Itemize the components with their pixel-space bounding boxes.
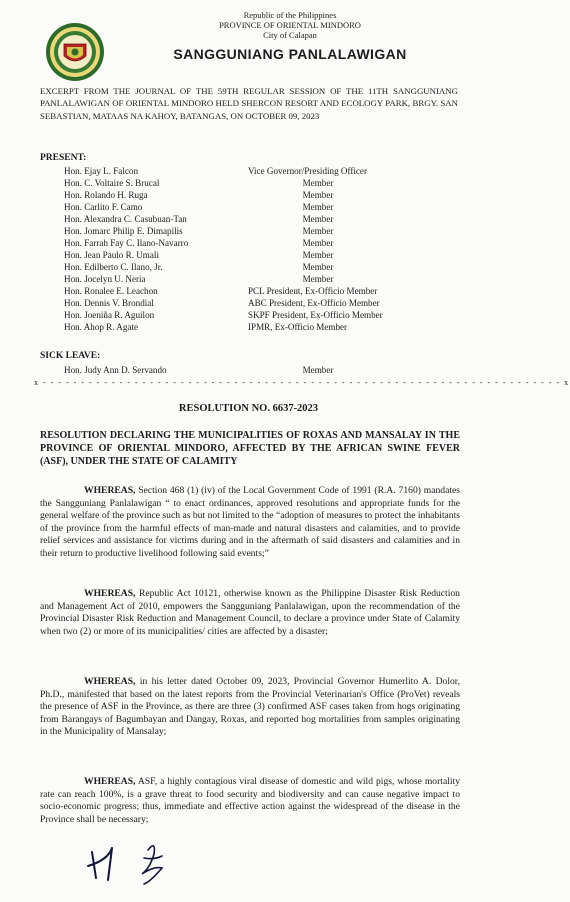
member-role: Member [302, 226, 334, 236]
member-role: Member [302, 274, 334, 284]
present-label: PRESENT: [40, 153, 87, 163]
member-row [0, 165, 497, 177]
whereas-label: WHEREAS, [84, 485, 136, 496]
handwritten-signature [78, 838, 188, 888]
member-name: Hon. Judy Ann D. Servando [64, 365, 167, 375]
separator-line: x - - - - - - - - - - - - - - - - - - - - - - - - - - - - - - - - - - - - - - - - - - - - - - - - - - - - - - - - - - - - - - - - - - - - x [34, 378, 570, 387]
member-row [0, 237, 497, 249]
member-role: Member [302, 214, 334, 224]
member-role: Member [302, 250, 334, 260]
member-role: Member [302, 178, 334, 188]
whereas-label: WHEREAS, [84, 676, 136, 687]
header-city: City of Calapan [263, 30, 317, 40]
member-row [0, 189, 497, 201]
member-row [0, 261, 497, 273]
member-role: PCL President, Ex-Officio Member [248, 286, 378, 296]
whereas-paragraph-2 [40, 588, 460, 638]
resolution-number: RESOLUTION NO. 6637-2023 [178, 403, 319, 414]
member-name: Hon. Ejay L. Falcon [64, 166, 138, 176]
member-role: SKPF President, Ex-Officio Member [248, 310, 383, 320]
sick-leave-label: SICK LEAVE: [40, 351, 101, 361]
header-province: PROVINCE OF ORIENTAL MINDORO [219, 20, 361, 30]
member-name: Hon. Jomarc Philip E. Dimapilis [64, 226, 183, 236]
paragraph-text: in his letter dated October 09, 2023, Provincial Governor Humerlito A. Dolor, Ph.D., manifested that based on the latest reports from the Provincial Veterinarian's Office (ProVet) reveals the presence of ASF in the Province, as there are three (3) confirmed ASF cases taken from hogs originating from Barangays of Bagumbayan and Dangay, Roxas, and reported hog mortalities from samples originating in the Municipality of Mansalay; [40, 676, 460, 738]
member-name: Hon. Dennis V. Brondial [64, 298, 154, 308]
provincial-seal-icon [45, 22, 105, 82]
member-name: Hon. Joeniña R. Aguilon [64, 310, 155, 320]
journal-excerpt: EXCERPT FROM THE JOURNAL OF THE 59TH REGULAR SESSION OF THE 11TH SANGGUNIANG PANLALAWIGAN OF ORIENTAL MINDORO HELD SHERCON RESORT AND ECOLOGY PARK, BRGY. SAN SEBASTIAN, MATAAS NA KAHOY, BATANGAS, ON OCTOBER 09, 2023 [40, 86, 458, 121]
member-name: Hon. Carlito F. Camo [64, 202, 143, 212]
member-name: Hon. Jean Paulo R. Umali [64, 250, 159, 260]
paragraph-text: Republic Act 10121, otherwise known as the Philippine Disaster Risk Reduction and Management Act of 2010, empowers the Sangguniang Panlalawigan, upon the recommendation of the Provincial Disaster Risk Reduction and Management Council, to declare a province under State of Calamity when two (2) or more of its municipalities/ cities are affected by a disaster; [40, 588, 460, 637]
member-row [0, 225, 497, 237]
member-role: Member [302, 262, 334, 272]
sick-leave-row [0, 364, 497, 376]
member-name: Hon. Jocelyn U. Neria [64, 274, 146, 284]
member-role: Member [302, 365, 334, 375]
header-republic: Republic of the Philippines [243, 10, 337, 20]
whereas-paragraph-1 [40, 485, 460, 561]
paragraph-text: Section 468 (1) (iv) of the Local Government Code of 1991 (R.A. 7160) mandates the Sangguniang Panlalawigan “ to enact ordinances, approved resolutions and appropriate funds for the general welfare of the province such as but not limited to the “adoption of measures to protect the inhabitants of the province from the harmful effects of man-made and natural disasters and calamities, and to provide relief services and assistance for victims during and in the aftermath of said disasters and calamities and in their return to productive livelihood following said events;” [40, 485, 460, 559]
paragraph-text: ASF, a highly contagious viral disease of domestic and wild pigs, whose mortality rate can reach 100%, is a grave threat to food security and biodiversity and can cause negative impact to socio-economic progress; thus, immediate and effective action against the widespread of the disease in the Province shall be necessary; [40, 776, 461, 825]
whereas-label: WHEREAS, [84, 776, 136, 787]
member-role: Member [302, 190, 334, 200]
resolution-title: RESOLUTION DECLARING THE MUNICIPALITIES OF ROXAS AND MANSALAY IN THE PROVINCE OF ORIENTAL MINDORO, AFFECTED BY THE AFRICAN SWINE FEVER (ASF), UNDER THE STATE OF CALAMITY [40, 430, 460, 467]
member-row [0, 249, 497, 261]
member-row [0, 285, 497, 297]
member-name: Hon. Alexandra C. Casubuan-Tan [64, 214, 187, 224]
member-row [0, 177, 497, 189]
header-office: SANGGUNIANG PANLALAWIGAN [173, 46, 407, 62]
whereas-paragraph-3 [40, 676, 460, 739]
whereas-paragraph-4 [40, 776, 460, 826]
member-name: Hon. Rolando H. Ruga [64, 190, 148, 200]
member-row [0, 213, 497, 225]
member-name: Hon. Farrah Fay C. Ilano-Navarro [64, 238, 189, 248]
member-role: ABC President, Ex-Officio Member [248, 298, 380, 308]
member-row [0, 309, 497, 321]
member-row [0, 273, 497, 285]
whereas-label: WHEREAS, [84, 588, 136, 599]
member-name: Hon. C. Voltaire S. Brucal [64, 178, 160, 188]
member-role: Member [302, 202, 334, 212]
member-row [0, 201, 497, 213]
member-role: IPMR, Ex-Officio Member [248, 322, 348, 332]
member-role: Member [302, 238, 334, 248]
member-name: Hon. Ronalee E. Leachon [64, 286, 158, 296]
member-row [0, 321, 497, 333]
member-row [0, 297, 497, 309]
member-role: Vice Governor/Presiding Officer [248, 166, 367, 176]
member-name: Hon. Ahop R. Agate [64, 322, 139, 332]
member-name: Hon. Edilberto C. Ilano, Jr. [64, 262, 163, 272]
